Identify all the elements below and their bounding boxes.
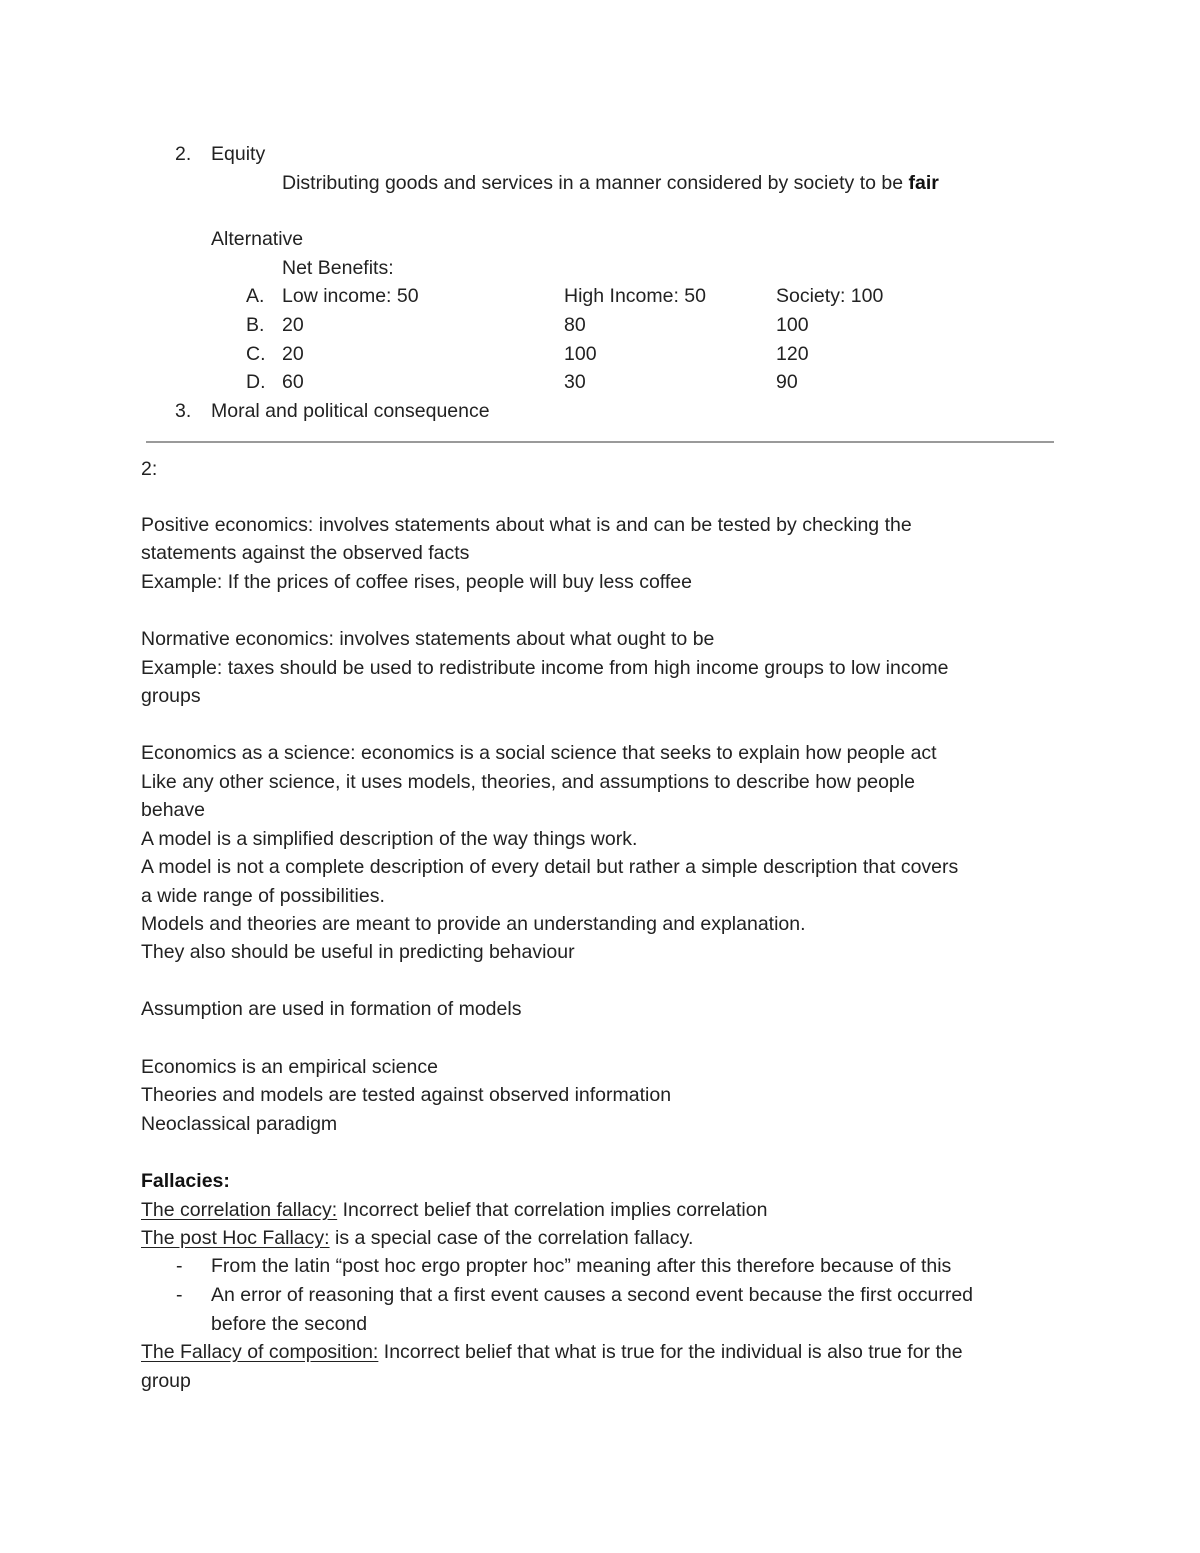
model-line-3: a wide range of possibilities. [141,885,385,907]
model-line-2: A model is not a complete description of every detail but rather a simple description that covers [141,856,959,878]
normative-example-line-1: Example: taxes should be used to redistribute income from high income groups to low income [141,657,949,679]
bullet-marker-2: - [176,1284,183,1306]
horizontal-rule [146,441,1054,443]
bullet-item-1: From the latin “post hoc ergo propter hoc” meaning after this therefore because of this [211,1255,952,1277]
normative-example-line-2: groups [141,685,201,707]
composition-fallacy-term: The Fallacy of composition: [141,1341,379,1363]
composition-fallacy [141,1338,963,1366]
list-number-2: 2. [175,143,192,165]
alt-row-b-low: 20 [282,314,304,336]
alt-row-b-letter: B. [246,314,265,336]
post-hoc-fallacy-definition: is a special case of the correlation fallacy. [329,1227,694,1249]
science-line-1: Economics as a science: economics is a social science that seeks to explain how people act [141,742,937,764]
empirical-line-3: Neoclassical paradigm [141,1113,338,1135]
empirical-line-2: Theories and models are tested against observed information [141,1084,672,1106]
alt-row-a-low: Low income: 50 [282,285,419,307]
equity-title: Equity [211,143,266,165]
composition-fallacy-definition: Incorrect belief that what is true for the individual is also true for the [378,1341,963,1363]
post-hoc-fallacy-term: The post Hoc Fallacy: [141,1227,330,1249]
correlation-fallacy [141,1196,767,1224]
alt-row-b-high: 80 [564,314,586,336]
alt-row-b-society: 100 [776,314,809,336]
model-line-1: A model is a simplified description of the way things work. [141,828,638,850]
alt-row-d-high: 30 [564,371,586,393]
model-line-5: They also should be useful in predicting behaviour [141,941,575,963]
science-line-2: Like any other science, it uses models, theories, and assumptions to describe how people [141,771,915,793]
alt-row-d-letter: D. [246,371,266,393]
net-benefits-label: Net Benefits: [282,257,394,279]
alt-row-c-low: 20 [282,343,304,365]
alt-row-c-society: 120 [776,343,809,365]
equity-definition-bold: fair [908,172,939,194]
correlation-fallacy-definition: Incorrect belief that correlation implies correlation [337,1199,768,1221]
equity-definition [282,169,939,197]
positive-economics-line-2: statements against the observed facts [141,542,470,564]
fallacies-heading: Fallacies: [141,1170,230,1192]
correlation-fallacy-term: The correlation fallacy: [141,1199,338,1221]
post-hoc-fallacy [141,1224,693,1252]
bullet-item-2-continued: before the second [211,1313,368,1335]
empirical-line-1: Economics is an empirical science [141,1056,438,1078]
alt-row-c-high: 100 [564,343,597,365]
positive-economics-line-1: Positive economics: involves statements about what is and can be tested by checking the [141,514,912,536]
equity-definition-text: Distributing goods and services in a manner considered by society to be [282,172,909,194]
alt-row-d-low: 60 [282,371,304,393]
moral-title: Moral and political consequence [211,400,490,422]
model-line-4: Models and theories are meant to provide an understanding and explanation. [141,913,806,935]
alt-row-a-letter: A. [246,285,265,307]
alt-row-d-society: 90 [776,371,798,393]
section-2-heading: 2: [141,458,158,480]
list-number-3: 3. [175,400,192,422]
alternative-heading: Alternative [211,228,304,250]
alt-row-c-letter: C. [246,343,266,365]
assumption-line: Assumption are used in formation of models [141,998,522,1020]
positive-example: Example: If the prices of coffee rises, people will buy less coffee [141,571,692,593]
alt-row-a-society: Society: 100 [776,285,884,307]
bullet-marker-1: - [176,1255,183,1277]
composition-fallacy-continued: group [141,1370,191,1392]
science-line-3: behave [141,799,205,821]
bullet-item-2: An error of reasoning that a first event causes a second event because the first occurred [211,1284,974,1306]
normative-economics-line: Normative economics: involves statements about what ought to be [141,628,715,650]
alt-row-a-high: High Income: 50 [564,285,706,307]
